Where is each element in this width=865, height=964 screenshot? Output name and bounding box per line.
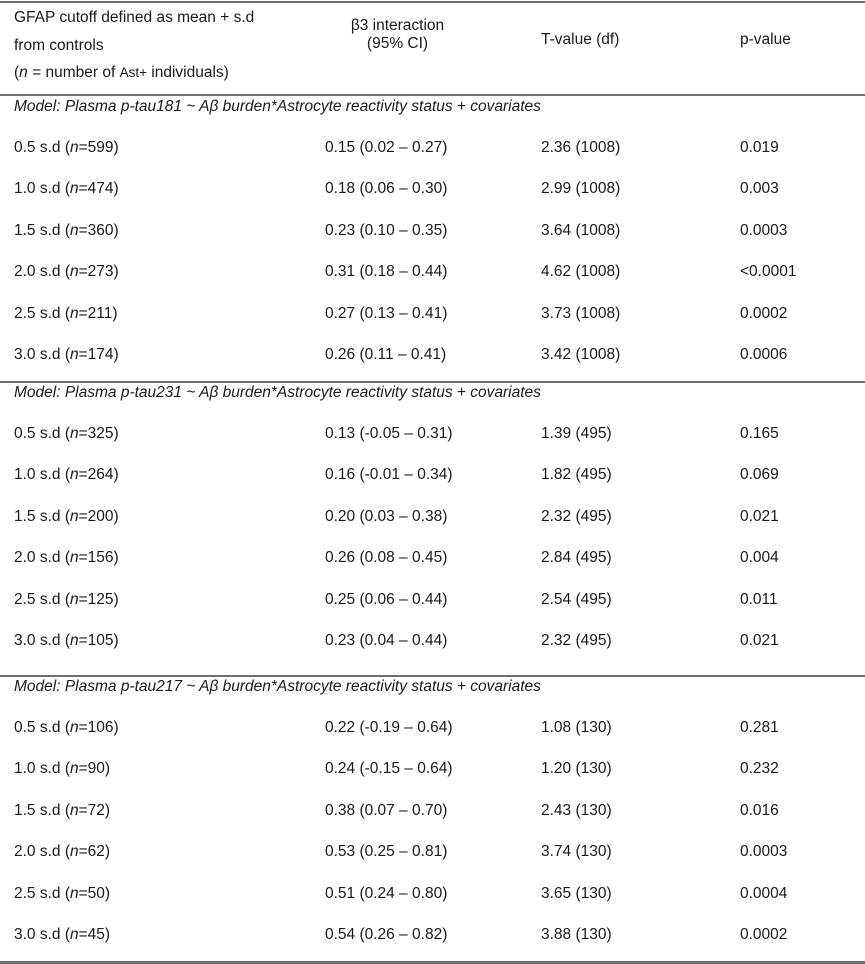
tvalue-cell: 4.62 (1008) <box>541 263 621 281</box>
cutoff-count: =360) <box>78 221 119 239</box>
cutoff-count: =90) <box>78 760 111 778</box>
cutoff-sd: 3.0 s.d ( <box>14 632 70 649</box>
cutoff-sd: 1.0 s.d ( <box>14 760 70 778</box>
beta-cell: 0.18 (0.06 – 0.30) <box>325 180 448 198</box>
cutoff-cell <box>14 222 119 240</box>
pvalue-cell: 0.0002 <box>740 926 788 943</box>
header-pvalue: p-value <box>740 31 791 48</box>
cutoff-count: =72) <box>78 801 111 819</box>
beta-cell: 0.22 (-0.19 – 0.64) <box>325 719 453 736</box>
n-symbol: n <box>70 346 79 363</box>
pvalue-cell: 0.016 <box>740 801 779 819</box>
n-symbol: n <box>70 466 79 484</box>
pvalue-cell: 0.004 <box>740 549 779 567</box>
n-symbol: n <box>70 760 79 778</box>
tvalue-cell: 2.54 (495) <box>541 590 612 608</box>
beta-cell: 0.15 (0.02 – 0.27) <box>325 139 448 156</box>
cutoff-cell <box>14 549 119 567</box>
table-row <box>0 632 865 652</box>
beta-cell: 0.31 (0.18 – 0.44) <box>325 263 448 281</box>
n-symbol: n <box>70 926 79 943</box>
cutoff-sd: 2.5 s.d ( <box>14 304 70 322</box>
header-beta <box>300 17 495 53</box>
table-row <box>0 549 865 569</box>
paren: ( <box>14 64 20 81</box>
pvalue-cell: 0.232 <box>740 760 779 778</box>
cutoff-count: =264) <box>78 466 119 484</box>
ast-label: Ast+ <box>119 65 147 80</box>
text: = number of <box>27 64 120 81</box>
tvalue-cell: 3.64 (1008) <box>541 221 621 239</box>
cutoff-sd: 2.5 s.d ( <box>14 590 70 608</box>
tvalue-cell: 3.88 (130) <box>541 926 612 943</box>
cutoff-sd: 0.5 s.d ( <box>14 719 70 736</box>
cutoff-count: =156) <box>78 549 119 567</box>
cutoff-count: =325) <box>78 425 119 442</box>
n-symbol: n <box>70 590 79 608</box>
tvalue-cell: 3.42 (1008) <box>541 346 621 363</box>
n-symbol: n <box>70 304 79 322</box>
tvalue-cell: 1.39 (495) <box>541 425 612 442</box>
tvalue-cell: 3.65 (130) <box>541 884 612 902</box>
table-row <box>0 139 865 159</box>
beta-cell: 0.26 (0.11 – 0.41) <box>325 346 447 363</box>
beta-cell: 0.24 (-0.15 – 0.64) <box>325 760 453 778</box>
beta-cell: 0.23 (0.04 – 0.44) <box>325 632 448 649</box>
pvalue-cell: 0.021 <box>740 507 779 525</box>
n-symbol: n <box>70 801 79 819</box>
cutoff-count: =599) <box>78 139 119 156</box>
cutoff-sd: 3.0 s.d ( <box>14 926 70 943</box>
table-top-rule <box>0 1 865 3</box>
beta-cell: 0.51 (0.24 – 0.80) <box>325 884 448 902</box>
cutoff-sd: 1.5 s.d ( <box>14 801 70 819</box>
beta-cell: 0.27 (0.13 – 0.41) <box>325 304 448 322</box>
n-symbol: n <box>70 139 79 156</box>
n-symbol: n <box>70 843 79 861</box>
n-symbol: n <box>70 719 79 736</box>
header-cutoff-line1: GFAP cutoff defined as mean + s.d <box>14 9 255 26</box>
tvalue-cell: 1.82 (495) <box>541 466 612 484</box>
tvalue-cell: 2.32 (495) <box>541 507 612 525</box>
text: individuals) <box>146 64 229 81</box>
cutoff-sd: 0.5 s.d ( <box>14 425 70 442</box>
pvalue-cell: 0.011 <box>740 590 778 608</box>
cutoff-cell <box>14 885 110 903</box>
pvalue-cell: <0.0001 <box>740 263 797 281</box>
pvalue-cell: 0.0004 <box>740 884 788 902</box>
cutoff-sd: 0.5 s.d ( <box>14 139 70 156</box>
table-row <box>0 346 865 366</box>
cutoff-cell <box>14 802 110 820</box>
tvalue-cell: 1.08 (130) <box>541 719 612 736</box>
tvalue-cell: 2.84 (495) <box>541 549 612 567</box>
tvalue-cell: 1.20 (130) <box>541 760 612 778</box>
cutoff-count: =62) <box>78 843 111 861</box>
model-heading: Model: Plasma p-tau217 ~ Aβ burden*Astrocyte reactivity status + covariates <box>14 678 541 695</box>
cutoff-cell <box>14 591 119 609</box>
tvalue-cell: 3.73 (1008) <box>541 304 621 322</box>
cutoff-cell <box>14 466 119 484</box>
header-cutoff-line3 <box>14 59 254 87</box>
tvalue-cell: 2.43 (130) <box>541 801 612 819</box>
cutoff-count: =45) <box>78 926 111 943</box>
cutoff-cell <box>14 632 119 650</box>
table-row <box>0 466 865 486</box>
beta-cell: 0.54 (0.26 – 0.82) <box>325 926 448 943</box>
n-symbol: n <box>19 64 28 81</box>
header-cutoff-line2: from controls <box>14 36 104 54</box>
beta-cell: 0.38 (0.07 – 0.70) <box>325 801 448 819</box>
beta-cell: 0.26 (0.08 – 0.45) <box>325 549 448 567</box>
cutoff-cell <box>14 508 119 526</box>
n-symbol: n <box>70 884 79 902</box>
table-row <box>0 425 865 445</box>
cutoff-cell <box>14 139 119 157</box>
cutoff-cell <box>14 425 119 443</box>
table-row <box>0 802 865 822</box>
model-heading: Model: Plasma p-tau231 ~ Aβ burden*Astrocyte reactivity status + covariates <box>14 384 541 401</box>
pvalue-cell: 0.0002 <box>740 304 788 322</box>
n-symbol: n <box>70 180 79 198</box>
section-rule <box>0 675 865 677</box>
n-symbol: n <box>70 263 79 281</box>
pvalue-cell: 0.003 <box>740 180 779 198</box>
cutoff-sd: 1.0 s.d ( <box>14 466 70 484</box>
pvalue-cell: 0.0003 <box>740 843 788 861</box>
pvalue-cell: 0.021 <box>740 632 779 649</box>
cutoff-cell <box>14 346 119 364</box>
table-row <box>0 760 865 780</box>
n-symbol: n <box>70 507 79 525</box>
cutoff-cell <box>14 263 119 281</box>
cutoff-sd: 1.5 s.d ( <box>14 221 70 239</box>
header-beta-line2: (95% CI) <box>366 35 429 52</box>
cutoff-cell <box>14 180 119 198</box>
beta-cell: 0.16 (-0.01 – 0.34) <box>325 466 453 484</box>
table-row <box>0 180 865 200</box>
beta-cell: 0.25 (0.06 – 0.44) <box>325 590 448 608</box>
n-symbol: n <box>70 632 79 649</box>
cutoff-count: =200) <box>78 507 119 525</box>
pvalue-cell: 0.0006 <box>740 346 788 363</box>
cutoff-count: =174) <box>78 346 119 363</box>
cutoff-cell <box>14 843 110 861</box>
cutoff-sd: 1.0 s.d ( <box>14 180 70 198</box>
cutoff-sd: 1.5 s.d ( <box>14 507 70 525</box>
beta-cell: 0.23 (0.10 – 0.35) <box>325 221 448 239</box>
cutoff-sd: 2.0 s.d ( <box>14 263 70 281</box>
cutoff-count: =125) <box>78 590 119 608</box>
cutoff-count: =106) <box>78 719 119 736</box>
table-row <box>0 926 865 946</box>
table-row <box>0 843 865 863</box>
tvalue-cell: 3.74 (130) <box>541 843 612 861</box>
table-row <box>0 222 865 242</box>
beta-cell: 0.53 (0.25 – 0.81) <box>325 843 448 861</box>
header-cutoff <box>14 4 254 87</box>
table-row <box>0 305 865 325</box>
cutoff-cell <box>14 926 110 944</box>
header-bottom-rule <box>0 94 865 96</box>
cutoff-cell <box>14 719 119 737</box>
tvalue-cell: 2.99 (1008) <box>541 180 621 198</box>
table-row <box>0 591 865 611</box>
cutoff-cell <box>14 760 110 778</box>
cutoff-count: =273) <box>78 263 119 281</box>
cutoff-sd: 2.0 s.d ( <box>14 843 70 861</box>
n-symbol: n <box>70 425 79 442</box>
table-row <box>0 263 865 283</box>
section-rule <box>0 381 865 383</box>
pvalue-cell: 0.281 <box>740 719 779 736</box>
cutoff-sd: 3.0 s.d ( <box>14 346 70 363</box>
cutoff-count: =50) <box>78 884 111 902</box>
model-heading: Model: Plasma p-tau181 ~ Aβ burden*Astrocyte reactivity status + covariates <box>14 98 541 115</box>
beta-cell: 0.13 (-0.05 – 0.31) <box>325 425 453 442</box>
table-row <box>0 508 865 528</box>
pvalue-cell: 0.0003 <box>740 221 788 239</box>
header-tvalue: T-value (df) <box>541 31 620 48</box>
cutoff-sd: 2.5 s.d ( <box>14 884 70 902</box>
pvalue-cell: 0.165 <box>740 425 779 442</box>
tvalue-cell: 2.36 (1008) <box>541 139 621 156</box>
cutoff-count: =211) <box>78 304 118 322</box>
tvalue-cell: 2.32 (495) <box>541 632 612 649</box>
header-beta-line1: β3 interaction <box>350 17 445 34</box>
table-bottom-rule <box>0 961 865 964</box>
table-row <box>0 719 865 739</box>
cutoff-count: =105) <box>78 632 119 649</box>
table-row <box>0 885 865 905</box>
cutoff-count: =474) <box>78 180 119 198</box>
cutoff-sd: 2.0 s.d ( <box>14 549 70 567</box>
pvalue-cell: 0.019 <box>740 139 779 156</box>
n-symbol: n <box>70 221 79 239</box>
beta-cell: 0.20 (0.03 – 0.38) <box>325 507 448 525</box>
n-symbol: n <box>70 549 79 567</box>
cutoff-cell <box>14 305 118 323</box>
pvalue-cell: 0.069 <box>740 466 779 484</box>
